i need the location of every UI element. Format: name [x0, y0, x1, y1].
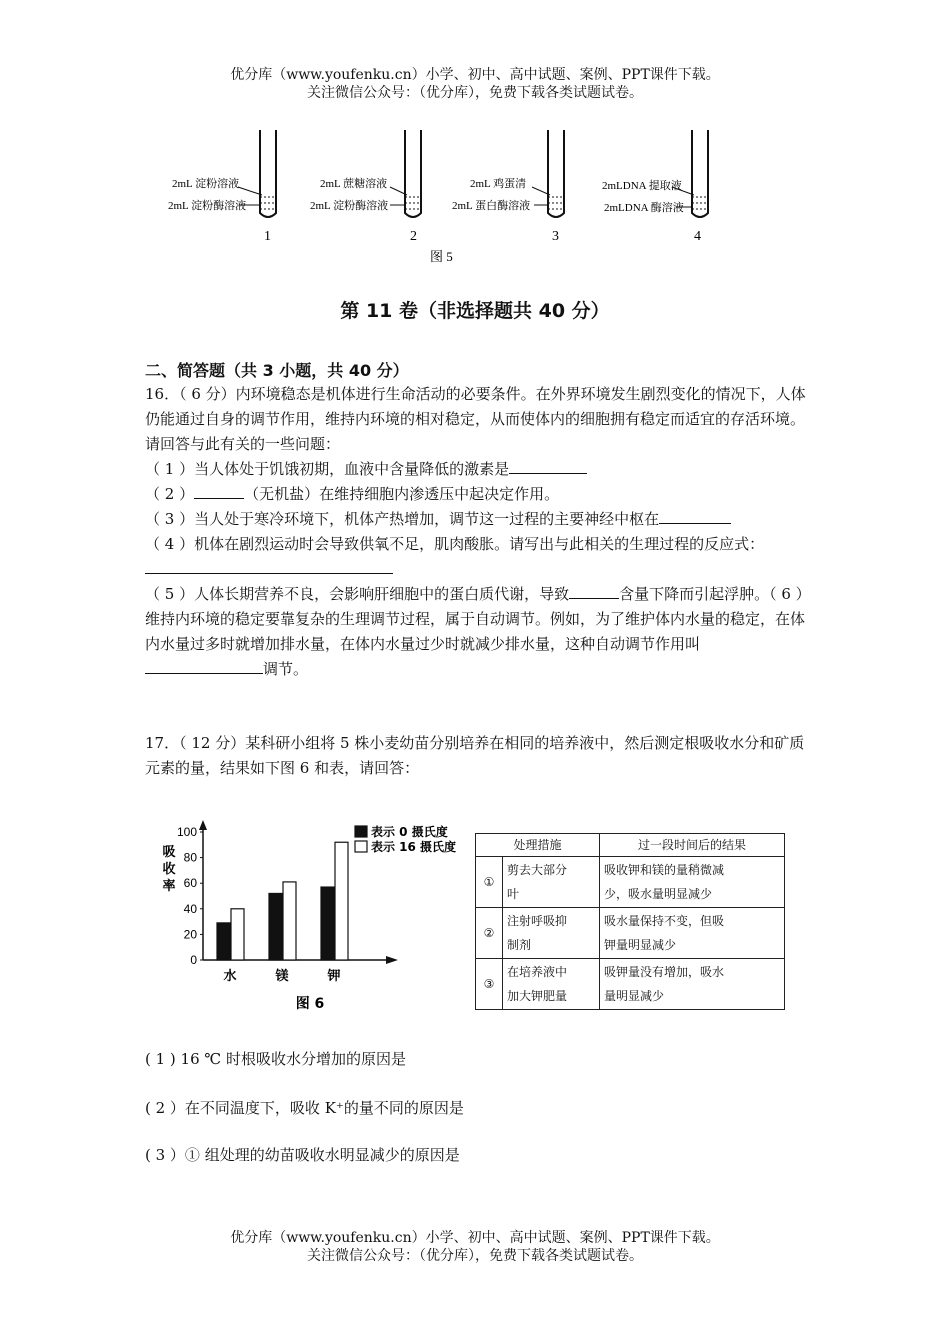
x-axis-arrow — [386, 956, 398, 964]
q17-intro: 17．（ 12 分）某科研小组将 5 株小麦幼苗分别培养在相同的培养液中，然后测定根吸收水分和矿质元素的量，结果如下图 6 和表，请回答： — [145, 734, 805, 777]
answer-blank[interactable] — [194, 482, 244, 499]
header-line-2: 关注微信公众号：（优分库），免费下载各类试题试卷。 — [307, 85, 643, 101]
row-measure-line: 制剂 — [507, 938, 532, 952]
table-row — [476, 908, 785, 959]
tube-4-top-label: 2mLDNA 提取液 — [602, 180, 682, 192]
row-measure — [503, 959, 600, 1010]
tube-2-number: 2 — [410, 229, 417, 244]
tube-2-bottom-label: 2mL 淀粉酶溶液 — [310, 200, 389, 212]
q16-sub-3-text: （ 3 ）当人处于寒冷环境下，机体产热增加，调节这一过程的主要神经中枢在 — [145, 510, 660, 528]
tube-3-top-label: 2mL 鸡蛋清 — [470, 178, 527, 190]
row-measure-line: 在培养液中 — [507, 965, 568, 979]
tube-4-bottom-label: 2mLDNA 酶溶液 — [604, 202, 684, 214]
row-result — [600, 857, 785, 908]
tube-3-number: 3 — [552, 229, 559, 244]
legend-label: 表示 0 摄氏度 — [371, 825, 448, 839]
y-tick-label: 100 — [176, 825, 197, 839]
figure-6-caption: 图 6 — [295, 996, 325, 1012]
tube-3 — [452, 130, 564, 244]
row-result-line: 钾量明显减少 — [604, 938, 677, 952]
y-tick-label: 20 — [183, 927, 197, 942]
legend-swatch — [355, 826, 367, 837]
q16-sub-6-text: 含量下降而引起浮肿。（ 6 ）维持内环境的稳定要靠复杂的生理调节过程，属于自动调节。例如，为了维护体内水量的稳定，在体内水量过多时就增加排水量，在体内水量过少时就减少排水量，这种自动调节作用叫 — [145, 585, 806, 653]
tube-1-bottom-label: 2mL 淀粉酶溶液 — [168, 200, 247, 212]
y-axis-label-char: 率 — [162, 879, 176, 894]
q16-sub-2-text: （无机盐）在维持细胞内渗透压中起决定作用。 — [244, 485, 560, 503]
answer-blank[interactable] — [509, 457, 587, 474]
y-tick-label: 60 — [183, 876, 197, 891]
row-result — [600, 959, 785, 1010]
q16-sub-4: （ 4 ）机体在剧烈运动时会导致供氧不足，肌肉酸胀。请写出与此相关的生理过程的反应式： — [145, 535, 765, 553]
tube-2 — [310, 130, 421, 244]
row-result-line: 量明显减少 — [604, 989, 665, 1003]
bar-16c-0 — [231, 909, 244, 960]
y-tick-label: 80 — [183, 850, 197, 865]
q17-sub-3: ( 3 ）① 组处理的幼苗吸收水明显减少的原因是 — [145, 1146, 460, 1164]
tube-4 — [602, 130, 708, 244]
y-axis-arrow — [199, 820, 207, 830]
x-tick-label: 镁 — [275, 969, 289, 984]
tube-1 — [168, 130, 276, 244]
part-title: 二、简答题（共 3 小题，共 40 分） — [145, 361, 409, 380]
row-measure-line: 注射呼吸抑 — [507, 914, 568, 928]
tube-3-bottom-label: 2mL 蛋白酶溶液 — [452, 200, 531, 212]
q17-sub-2: ( 2 ）在不同温度下，吸收 K⁺的量不同的原因是 — [145, 1099, 464, 1117]
table-row — [476, 857, 785, 908]
q16-sub-5-6 — [145, 582, 810, 682]
footer-line-1: 优分库（www.youfenku.cn）小学、初中、高中试题、案例、PPT课件下载。 — [230, 1230, 720, 1246]
row-measure-line: 叶 — [507, 887, 520, 901]
tube-4-number: 4 — [694, 229, 701, 244]
legend-swatch — [355, 841, 367, 852]
q16-answer-line-row — [145, 557, 810, 582]
y-tick-label: 0 — [190, 953, 197, 967]
header-line-1: 优分库（www.youfenku.cn）小学、初中、高中试题、案例、PPT课件下载。 — [230, 67, 720, 83]
row-result — [600, 908, 785, 959]
answer-blank[interactable] — [145, 657, 263, 674]
q17-sub-1: ( 1 ) 16 ℃ 时根吸收水分增加的原因是 — [145, 1050, 406, 1068]
q16-sub-1 — [145, 457, 810, 482]
footer-line-2: 关注微信公众号：（优分库），免费下载各类试题试卷。 — [307, 1248, 643, 1264]
question-16 — [145, 382, 810, 682]
page-header — [0, 66, 950, 102]
y-axis-label-char: 吸 — [162, 845, 176, 860]
q16-intro: 16．（ 6 分）内环境稳态是机体进行生命活动的必要条件。在外界环境发生剧烈变化的情况下，人体仍能通过自身的调节作用，维持内环境的相对稳定，从而使体内的细胞拥有稳定而适宜的存活环境。请回答与此有关的一些问题： — [145, 385, 806, 453]
legend-label: 表示 16 摄氏度 — [371, 840, 457, 854]
figure-5 — [160, 125, 740, 270]
bar-0c-1 — [269, 893, 282, 960]
q16-sub-5-text: （ 5 ）人体长期营养不良，会影响肝细胞中的蛋白质代谢，导致 — [145, 585, 570, 603]
x-tick-label: 水 — [223, 969, 237, 984]
row-measure — [503, 908, 600, 959]
bar-0c-2 — [321, 887, 334, 960]
row-id: ① — [476, 857, 503, 908]
row-result-line: 少，吸水量明显减少 — [604, 887, 713, 901]
bar-16c-1 — [283, 882, 296, 960]
q16-sub-6-end: 调节。 — [263, 660, 309, 678]
table-row — [476, 959, 785, 1010]
tube-1-number: 1 — [264, 229, 271, 244]
q16-sub-2 — [145, 482, 810, 507]
table-header-measure: 处理措施 — [476, 834, 600, 857]
results-table — [475, 833, 785, 1010]
answer-blank[interactable] — [145, 557, 393, 574]
table-header-row — [476, 834, 785, 857]
tube-2-top-label: 2mL 蔗糖溶液 — [320, 178, 388, 190]
row-id: ② — [476, 908, 503, 959]
y-axis-label-char: 收 — [162, 862, 176, 877]
answer-blank[interactable] — [659, 507, 731, 524]
figure-6-chart — [155, 818, 470, 1023]
q16-sub-3 — [145, 507, 810, 532]
row-measure-line: 剪去大部分 — [507, 863, 568, 877]
x-tick-label: 钾 — [327, 969, 341, 984]
row-result-line: 吸收钾和镁的量稍微减 — [604, 863, 725, 877]
row-result-line: 吸水量保持不变，但吸 — [604, 914, 725, 928]
q16-sub-1-text: （ 1 ）当人体处于饥饿初期，血液中含量降低的激素是 — [145, 460, 510, 478]
table-header-result: 过一段时间后的结果 — [600, 834, 785, 857]
y-tick-label: 40 — [183, 901, 197, 916]
section-title: 第 11 卷（非选择题共 40 分） — [340, 300, 610, 322]
answer-blank[interactable] — [569, 582, 619, 599]
row-result-line: 吸钾量没有增加，吸水 — [604, 965, 725, 979]
row-measure-line: 加大钾肥量 — [507, 989, 568, 1003]
tube-1-top-label: 2mL 淀粉溶液 — [172, 178, 240, 190]
q16-sub-2-prefix: （ 2 ） — [145, 485, 195, 503]
row-id: ③ — [476, 959, 503, 1010]
row-measure — [503, 857, 600, 908]
page-footer — [0, 1229, 950, 1265]
bar-16c-2 — [335, 842, 348, 960]
figure-5-caption: 图 5 — [430, 249, 453, 264]
bar-0c-0 — [217, 923, 230, 960]
